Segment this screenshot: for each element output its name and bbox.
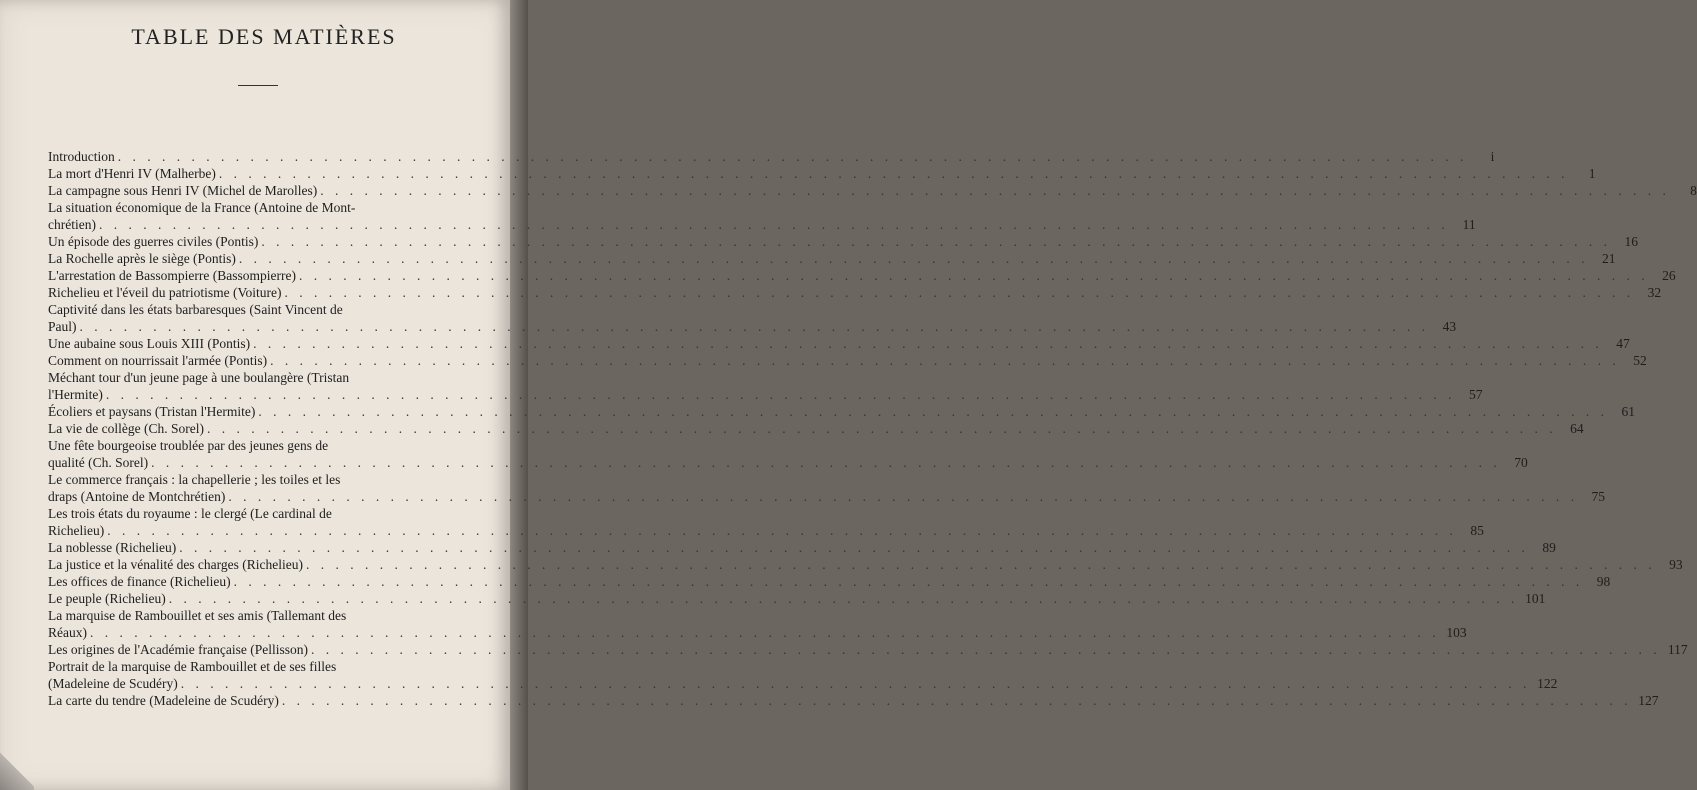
toc-entry (48, 148, 1495, 165)
toc-entry-continuation: draps (Antoine de Montchrétien) (48, 489, 226, 504)
toc-entry-line (48, 352, 1647, 369)
toc-entry-title: La situation économique de la France (Antoine de Mont- (48, 200, 356, 215)
dot-leader (179, 539, 1529, 556)
toc-page-number: 32 (1647, 285, 1662, 300)
toc-entry-line (48, 233, 1638, 250)
toc-entry-title: Un épisode des guerres civiles (Pontis) (48, 234, 259, 249)
toc-entry-title: La justice et la vénalité des charges (Richelieu) (48, 557, 304, 572)
toc-entry-line (48, 573, 1611, 590)
toc-entry-line (48, 556, 1683, 573)
toc-entry (48, 641, 1688, 658)
page-title: TABLE DES MATIÈRES (131, 24, 397, 49)
toc-entry (48, 233, 1638, 250)
toc-page-number: 127 (1638, 693, 1659, 708)
toc-entry (48, 335, 1630, 352)
toc-page-number: 101 (1525, 591, 1546, 606)
toc-page-number: 47 (1616, 336, 1630, 351)
folded-corner (0, 750, 34, 790)
dot-leader (90, 624, 1440, 641)
toc-entry (48, 607, 1467, 641)
toc-page-number: 93 (1669, 557, 1683, 572)
dot-leader (311, 641, 1661, 658)
toc-entry-line (48, 182, 1697, 199)
toc-page-number: 75 (1591, 489, 1605, 504)
toc-entry-line (48, 216, 1476, 233)
dot-leader (253, 335, 1603, 352)
toc-entry-line (48, 250, 1616, 267)
dot-leader (258, 403, 1608, 420)
toc-entry-title: Introduction (48, 149, 115, 164)
toc-entry-continuation: chrétien) (48, 217, 96, 232)
toc-entry-title: Portrait de la marquise de Rambouillet et de ses filles (48, 659, 337, 674)
dot-leader (151, 454, 1501, 471)
toc-entry-continuation: Paul) (48, 319, 77, 334)
table-of-contents (48, 148, 1697, 709)
toc-page-number: 117 (1667, 642, 1688, 657)
toc-entry (48, 165, 1596, 182)
toc-entry-continuation: l'Hermite) (48, 387, 103, 402)
toc-entry (48, 403, 1636, 420)
toc-entry (48, 556, 1683, 573)
toc-entry-title: L'arrestation de Bassompierre (Bassompierre) (48, 268, 296, 283)
dot-leader (228, 488, 1578, 505)
toc-entry (48, 437, 1528, 471)
toc-entry (48, 352, 1647, 369)
toc-entry (48, 658, 1558, 692)
toc-entry-line (48, 522, 1484, 539)
toc-entry-title: Le commerce français : la chapellerie ; les toiles et les (48, 472, 341, 487)
toc-entry-title: Les offices de finance (Richelieu) (48, 574, 231, 589)
dot-leader (299, 267, 1649, 284)
dot-leader (282, 692, 1632, 709)
toc-entry-line (48, 267, 1676, 284)
toc-entry (48, 420, 1584, 437)
toc-entry-title: Une aubaine sous Louis XIII (Pontis) (48, 336, 251, 351)
dot-leader (270, 352, 1620, 369)
toc-entry-continuation: Richelieu) (48, 523, 105, 538)
toc-page-number: 16 (1624, 234, 1638, 249)
toc-entry-title: Les origines de l'Académie française (Pellisson) (48, 642, 308, 657)
toc-entry (48, 539, 1556, 556)
toc-page-number: 64 (1570, 421, 1584, 436)
toc-page-number: 70 (1514, 455, 1528, 470)
toc-entry-title: Richelieu et l'éveil du patriotisme (Voiture) (48, 285, 282, 300)
toc-entry-title: Comment on nourrissait l'armée (Pontis) (48, 353, 268, 368)
toc-entry-continuation: qualité (Ch. Sorel) (48, 455, 149, 470)
toc-entry-line (48, 165, 1596, 182)
toc-page-number: 57 (1469, 387, 1483, 402)
toc-entry-line (48, 403, 1636, 420)
toc-entry (48, 301, 1457, 335)
toc-entry-line (48, 454, 1528, 471)
toc-entry-title: Écoliers et paysans (Tristan l'Hermite) (48, 404, 256, 419)
dot-leader (285, 284, 1635, 301)
toc-entry-line (48, 386, 1483, 403)
toc-entry-line (48, 692, 1659, 709)
toc-entry-line (48, 675, 1558, 692)
toc-entry (48, 505, 1484, 539)
toc-entry-continuation: (Madeleine de Scudéry) (48, 676, 178, 691)
toc-entry (48, 182, 1697, 199)
toc-page-number: 85 (1470, 523, 1484, 538)
toc-page-number: 89 (1542, 540, 1556, 555)
toc-page-number: 98 (1596, 574, 1611, 589)
toc-entry (48, 199, 1476, 233)
toc-entry-line (48, 335, 1630, 352)
dot-leader (207, 420, 1557, 437)
toc-entry-title: Méchant tour d'un jeune page à une boulangère (Tristan (48, 370, 350, 385)
toc-entry-line (48, 148, 1495, 165)
toc-entry (48, 250, 1616, 267)
dot-leader (118, 148, 1468, 165)
dot-leader (99, 216, 1449, 233)
toc-page-number: 103 (1446, 625, 1467, 640)
toc-entry-line (48, 590, 1546, 607)
dot-leader (320, 182, 1670, 199)
toc-page-number: 61 (1621, 404, 1636, 419)
toc-entry-title: La Rochelle après le siège (Pontis) (48, 251, 236, 266)
toc-page-number: 122 (1537, 676, 1558, 691)
toc-entry (48, 692, 1659, 709)
toc-page-number: 26 (1662, 268, 1676, 283)
toc-entry (48, 369, 1483, 403)
toc-entry (48, 471, 1605, 505)
toc-entry-line (48, 624, 1467, 641)
dot-leader (169, 590, 1519, 607)
title-rule (238, 85, 278, 86)
toc-entry-line (48, 539, 1556, 556)
toc-entry-title: Captivité dans les états barbaresques (Saint Vincent de (48, 302, 343, 317)
toc-entry-line (48, 488, 1605, 505)
toc-entry-title: La campagne sous Henri IV (Michel de Marolles) (48, 183, 318, 198)
dot-leader (234, 573, 1584, 590)
toc-page-number: 1 (1588, 166, 1596, 181)
toc-page-number: 21 (1601, 251, 1616, 266)
toc-page-number: 43 (1442, 319, 1457, 334)
toc-entry-title: La marquise de Rambouillet et ses amis (Tallemant des (48, 608, 347, 623)
toc-entry-title: La carte du tendre (Madeleine de Scudéry) (48, 693, 279, 708)
toc-entry-continuation: Réaux) (48, 625, 87, 640)
toc-entry-title: La mort d'Henri IV (Malherbe) (48, 166, 216, 181)
toc-entry (48, 284, 1662, 301)
toc-entry-title: La noblesse (Richelieu) (48, 540, 177, 555)
dot-leader (261, 233, 1611, 250)
toc-entry-line (48, 420, 1584, 437)
toc-page-number: i (1490, 149, 1495, 164)
dot-leader (219, 165, 1569, 182)
toc-entry-line (48, 318, 1457, 335)
dot-leader (239, 250, 1589, 267)
toc-entry (48, 267, 1676, 284)
toc-entry-title: Le peuple (Richelieu) (48, 591, 166, 606)
toc-entry-title: Les trois états du royaume : le clergé (Le cardinal de (48, 506, 332, 521)
dot-leader (106, 386, 1456, 403)
dot-leader (306, 556, 1656, 573)
toc-page-number: 8 (1690, 183, 1697, 198)
dot-leader (181, 675, 1531, 692)
dot-leader (80, 318, 1430, 335)
toc-page-number: 52 (1633, 353, 1647, 368)
toc-page-number: 11 (1462, 217, 1476, 232)
toc-entry-line (48, 284, 1662, 301)
toc-entry-title: La vie de collège (Ch. Sorel) (48, 421, 204, 436)
toc-entry-line (48, 641, 1688, 658)
toc-entry (48, 590, 1546, 607)
dot-leader (107, 522, 1457, 539)
toc-entry-title: Une fête bourgeoise troublée par des jeunes gens de (48, 438, 329, 453)
toc-entry (48, 573, 1611, 590)
